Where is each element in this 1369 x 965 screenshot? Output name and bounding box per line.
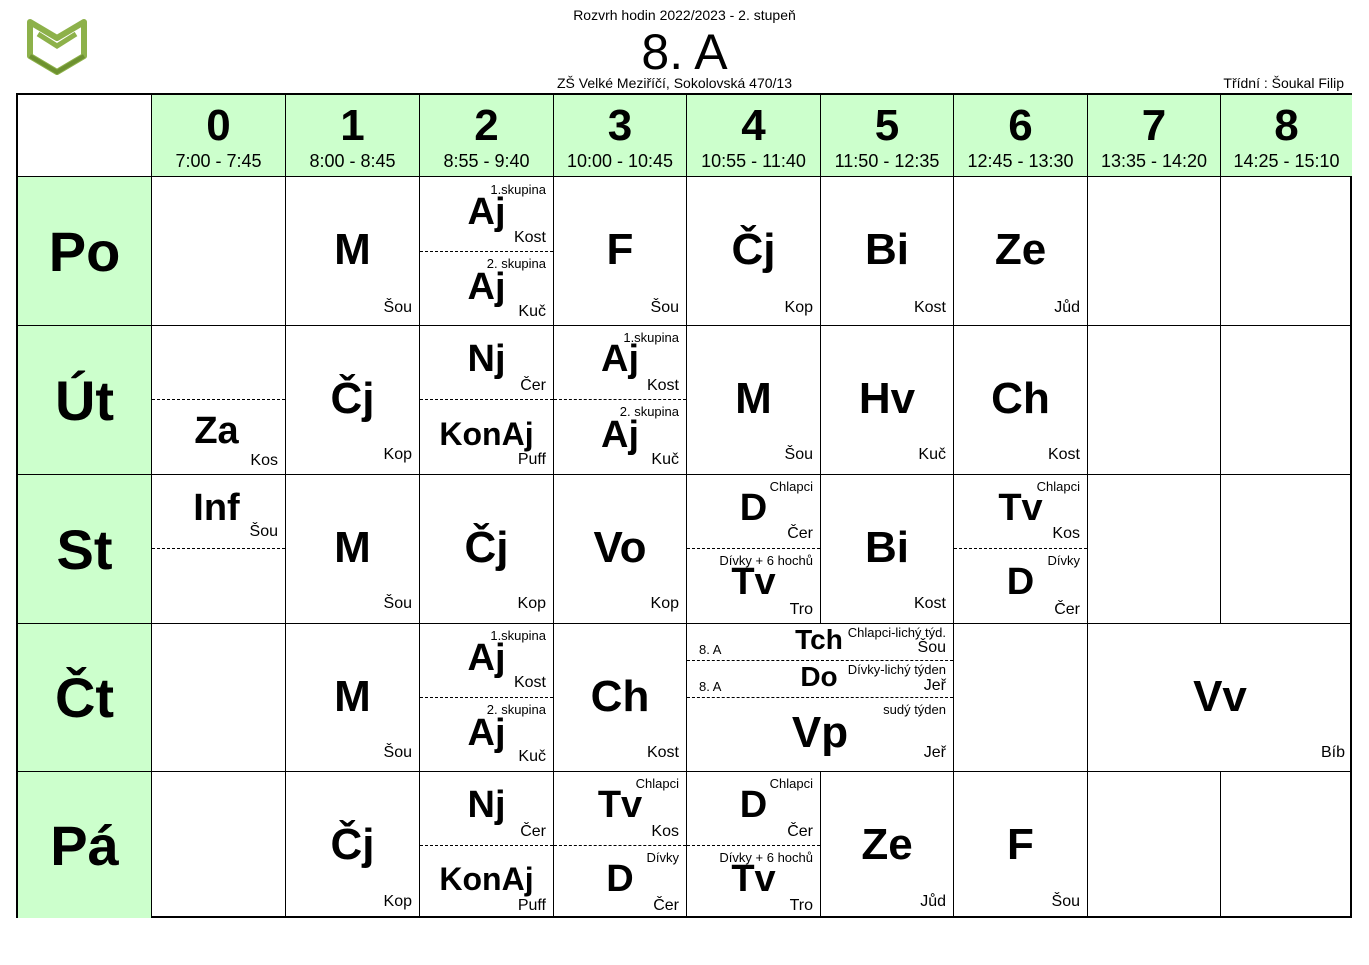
lesson-half — [420, 698, 553, 772]
teacher: Puff — [517, 451, 546, 468]
subject: Ch — [590, 672, 650, 721]
group-label: Dívky + 6 hochů — [719, 553, 813, 568]
group-label: 2. skupina — [486, 702, 546, 717]
subject: M — [334, 672, 371, 721]
group-label: 2. skupina — [486, 256, 546, 271]
period-time: 11:50 - 12:35 — [834, 151, 940, 171]
period-number: 8 — [1274, 101, 1299, 150]
lesson-cell-empty — [1220, 177, 1352, 326]
subject: F — [606, 225, 634, 274]
group-label: Dívky — [646, 850, 679, 865]
subject: Aj — [467, 266, 506, 308]
subject: Čj — [464, 523, 509, 572]
subject: Aj — [467, 712, 506, 754]
subject: M — [735, 374, 772, 423]
lesson-cell — [820, 772, 953, 918]
teacher: Šou — [650, 299, 679, 316]
lesson-row — [687, 661, 953, 698]
lesson-cell — [285, 326, 419, 475]
schedule-subtitle: Rozvrh hodin 2022/2023 - 2. stupeň — [573, 7, 796, 23]
period-header — [553, 95, 686, 177]
subject: D — [606, 858, 634, 900]
timetable-grid — [16, 93, 1352, 918]
lesson-cell-empty — [953, 624, 1087, 772]
lesson-cell-split — [419, 624, 553, 772]
lesson-cell — [820, 475, 953, 624]
period-header — [1220, 95, 1352, 177]
lesson-cell-empty — [1087, 772, 1220, 918]
teacher: Čer — [1054, 601, 1080, 618]
lesson-cell — [953, 326, 1087, 475]
lesson-half — [687, 549, 820, 624]
subject: D — [739, 487, 768, 529]
period-header — [419, 95, 553, 177]
subject: Do — [800, 661, 838, 692]
day-label: Čt — [18, 624, 151, 772]
period-number: 5 — [874, 101, 900, 150]
teacher: Kost — [1047, 446, 1080, 463]
lesson-cell — [285, 475, 419, 624]
lesson-cell-split — [419, 772, 553, 918]
lesson-cell-split — [553, 326, 686, 475]
period-header — [686, 95, 820, 177]
teacher: Čer — [520, 823, 546, 840]
teacher: Čer — [520, 377, 546, 394]
lesson-cell-merged — [1087, 624, 1352, 772]
period-time: 12:45 - 13:30 — [967, 151, 1074, 171]
period-number: 2 — [474, 101, 499, 150]
lesson-cell-empty — [151, 177, 285, 326]
lesson-half — [554, 326, 686, 400]
teacher: Šou — [784, 446, 813, 463]
teacher: Kost — [913, 299, 946, 316]
lesson-cell — [285, 177, 419, 326]
lesson-cell — [686, 326, 820, 475]
lesson-cell-split — [419, 326, 553, 475]
group-label: Chlapci — [635, 776, 679, 791]
teacher: Kuč — [651, 451, 679, 468]
lesson-half — [554, 846, 686, 918]
period-time: 8:55 - 9:40 — [443, 151, 530, 171]
subject: Čj — [330, 374, 375, 423]
school-name: ZŠ Velké Meziříčí, Sokolovská 470/13 — [557, 75, 792, 91]
lesson-half — [420, 177, 553, 252]
teacher: Kuč — [918, 446, 946, 463]
teacher: Kop — [383, 893, 412, 910]
subject: F — [1007, 820, 1034, 869]
teacher: Kos — [651, 823, 679, 840]
teacher: Puff — [517, 897, 546, 914]
teacher: Kost — [646, 377, 679, 394]
lesson-row — [687, 698, 953, 772]
class-label: 8. A — [699, 642, 722, 657]
lesson-half — [420, 846, 553, 918]
period-time: 10:55 - 11:40 — [701, 151, 806, 171]
group-label: Chlapci-lichý týd. — [847, 625, 946, 640]
lesson-half — [152, 400, 285, 475]
teacher: Kop — [383, 446, 412, 463]
period-number: 1 — [340, 101, 365, 150]
lesson-row — [687, 624, 953, 661]
lesson-cell-empty — [1220, 326, 1352, 475]
subject: Tv — [731, 561, 776, 603]
lesson-half — [954, 549, 1087, 624]
lesson-cell — [285, 772, 419, 918]
subject: Vp — [791, 708, 849, 757]
subject: Bi — [865, 225, 909, 274]
teacher: Jeř — [923, 677, 946, 694]
teacher: Kop — [517, 595, 546, 612]
subject: KonAj — [439, 861, 534, 897]
period-time: 10:00 - 10:45 — [566, 151, 674, 171]
group-label: 1.skupina — [623, 330, 679, 345]
group-label: Dívky — [1047, 553, 1080, 568]
period-number: 0 — [206, 101, 231, 150]
lesson-cell — [285, 624, 419, 772]
lesson-cell-split — [953, 475, 1087, 624]
group-label: Dívky-lichý týden — [847, 662, 946, 677]
day-label: St — [18, 475, 151, 624]
lesson-cell-empty — [151, 624, 285, 772]
teacher: Kuč — [518, 303, 546, 320]
lesson-cell — [820, 177, 953, 326]
lesson-cell-split — [151, 326, 285, 475]
subject: Tv — [597, 784, 643, 826]
lesson-cell-split — [553, 772, 686, 918]
period-header — [151, 95, 285, 177]
period-number: 6 — [1008, 101, 1033, 150]
subject: Nj — [467, 338, 506, 380]
lesson-cell-empty — [1087, 326, 1220, 475]
subject: Aj — [601, 414, 639, 456]
period-time: 7:00 - 7:45 — [175, 151, 262, 171]
teacher: Šou — [383, 595, 412, 612]
subject: Vv — [1193, 672, 1247, 721]
period-number: 4 — [741, 101, 766, 150]
group-label: Chlapci — [1036, 479, 1080, 494]
subject: Aj — [467, 191, 506, 233]
lesson-cell — [820, 326, 953, 475]
subject: Čj — [330, 820, 375, 869]
subject: Tv — [731, 858, 776, 900]
subject: Aj — [601, 338, 639, 380]
class-label: 8. A — [699, 679, 722, 694]
teacher: Šou — [383, 744, 412, 761]
lesson-cell — [553, 475, 686, 624]
period-header — [285, 95, 419, 177]
lesson-half — [954, 475, 1087, 549]
subject: Ze — [994, 225, 1047, 274]
period-header — [953, 95, 1087, 177]
lesson-half-empty — [152, 326, 285, 400]
lesson-cell — [953, 772, 1087, 918]
teacher: Jeř — [923, 744, 946, 761]
subject: Tv — [998, 487, 1043, 529]
lesson-cell-empty — [1220, 475, 1352, 624]
group-label: 2. skupina — [619, 404, 679, 419]
teacher: Kost — [913, 595, 946, 612]
lesson-cell-merged — [686, 624, 953, 772]
lesson-half — [420, 772, 553, 846]
lesson-cell — [553, 177, 686, 326]
lesson-cell-empty — [1087, 475, 1220, 624]
subject: M — [334, 523, 371, 572]
group-label: Chlapci — [769, 479, 813, 494]
subject: Tch — [795, 624, 843, 655]
lesson-half — [687, 475, 820, 549]
period-number: 7 — [1141, 101, 1167, 150]
lesson-cell-split — [686, 475, 820, 624]
teacher: Čer — [787, 823, 813, 840]
teacher: Kos — [250, 452, 278, 469]
corner-cell — [18, 95, 151, 177]
lesson-half — [420, 400, 553, 475]
subject: KonAj — [439, 416, 534, 452]
subject: Vo — [593, 523, 647, 572]
subject: M — [334, 225, 371, 274]
lesson-half — [420, 252, 553, 326]
teacher: Šou — [249, 523, 278, 540]
teacher: Tro — [789, 601, 813, 618]
lesson-cell — [553, 624, 686, 772]
teacher: Kuč — [518, 748, 546, 765]
lesson-cell-split — [419, 177, 553, 326]
subject: Čj — [731, 225, 776, 274]
lesson-cell — [953, 177, 1087, 326]
lesson-half-empty — [152, 549, 285, 624]
subject: Aj — [467, 637, 506, 679]
period-time: 13:35 - 14:20 — [1100, 151, 1208, 171]
period-time: 14:25 - 15:10 — [1233, 151, 1340, 171]
group-label: Dívky + 6 hochů — [719, 850, 813, 865]
lesson-cell-split — [151, 475, 285, 624]
group-label: sudý týden — [883, 702, 946, 717]
teacher: Kop — [784, 299, 813, 316]
day-label: Út — [18, 326, 151, 475]
teacher: Kost — [513, 674, 546, 691]
teacher: Kop — [650, 595, 679, 612]
subject: Ze — [861, 820, 913, 869]
subject: Za — [194, 410, 239, 452]
period-header — [1087, 95, 1220, 177]
subject: Hv — [858, 374, 916, 423]
lesson-half — [420, 624, 553, 698]
period-header — [820, 95, 953, 177]
teacher: Šou — [917, 639, 946, 656]
lesson-half — [554, 400, 686, 475]
group-label: 1.skupina — [490, 182, 546, 197]
lesson-cell-empty — [1087, 177, 1220, 326]
teacher: Čer — [787, 525, 813, 542]
class-teacher: Třídní : Šoukal Filip — [1223, 75, 1344, 91]
lesson-half — [687, 772, 820, 846]
teacher: Bíb — [1320, 744, 1345, 761]
subject: D — [739, 784, 768, 826]
lesson-cell-empty — [151, 772, 285, 918]
class-name: 8. A — [641, 24, 728, 80]
lesson-half — [152, 475, 285, 549]
day-label: Pá — [18, 772, 151, 918]
teacher: Kost — [513, 229, 546, 246]
lesson-half — [687, 846, 820, 918]
lesson-cell — [686, 177, 820, 326]
period-number: 3 — [607, 101, 633, 150]
group-label: 1.skupina — [490, 628, 546, 643]
subject: Nj — [467, 784, 506, 826]
teacher: Šou — [1051, 893, 1080, 910]
subject: D — [1006, 561, 1035, 603]
teacher: Jůd — [920, 893, 946, 910]
subject: Inf — [193, 487, 240, 529]
teacher: Kost — [646, 744, 679, 761]
teacher: Tro — [789, 897, 813, 914]
lesson-cell-empty — [1220, 772, 1352, 918]
teacher: Kos — [1052, 525, 1080, 542]
teacher: Jůd — [1054, 299, 1080, 316]
subject: Ch — [991, 374, 1050, 423]
teacher: Šou — [383, 299, 412, 316]
lesson-cell-split — [686, 772, 820, 918]
lesson-half — [420, 326, 553, 400]
subject: Bi — [865, 523, 909, 572]
period-time: 8:00 - 8:45 — [309, 151, 396, 171]
group-label: Chlapci — [769, 776, 813, 791]
day-label: Po — [18, 177, 151, 326]
lesson-half — [554, 772, 686, 846]
teacher: Čer — [653, 897, 679, 914]
lesson-cell — [419, 475, 553, 624]
